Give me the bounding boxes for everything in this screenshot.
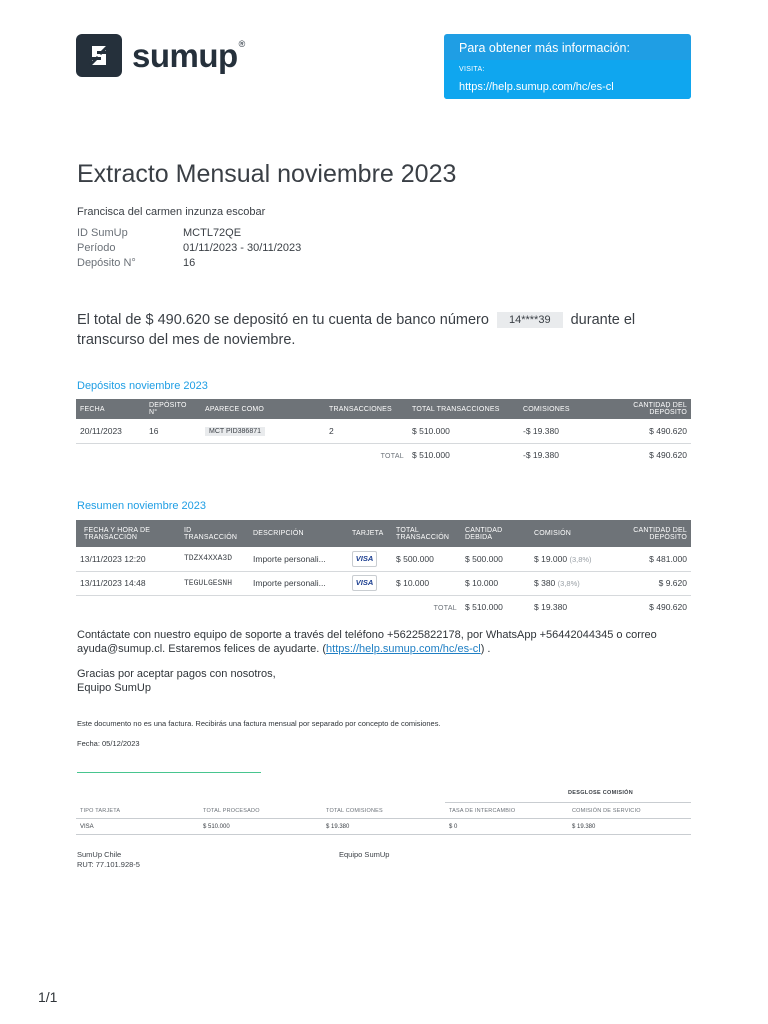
contact-text: Contáctate con nuestro equipo de soporte a través del teléfono +56225822178, por WhatsApp +56442044345 o correo ayuda@sumup.cl. Estaremos felices de ayudarte. ( xyxy=(77,629,657,655)
cell-comision xyxy=(530,547,610,571)
meta-row xyxy=(77,241,301,256)
col-header: TOTAL PROCESADO xyxy=(203,807,260,814)
meta-value: 16 xyxy=(183,257,196,269)
total-deposito: $ 490.620 xyxy=(649,602,687,613)
resumen-section-title: Resumen noviembre 2023 xyxy=(77,500,207,512)
table-row xyxy=(76,419,691,443)
company-name: SumUp Chile xyxy=(77,850,122,859)
brand-name: sumup xyxy=(132,37,238,74)
col-header: CANTIDAD DEBIDA xyxy=(461,520,530,547)
statement-title: Extracto Mensual noviembre 2023 xyxy=(77,160,457,188)
summary-text-post: durante el transcurso del mes de noviembre. xyxy=(77,312,636,348)
deposit-summary xyxy=(77,310,677,350)
breakdown-title: DESGLOSE COMISIÓN xyxy=(568,790,633,796)
meta-row xyxy=(77,256,301,271)
cell-fecha: 13/11/2023 12:20 xyxy=(76,547,180,571)
visa-card-icon: VISA xyxy=(352,551,377,567)
comision-pct: (3,8%) xyxy=(569,554,592,564)
meta-label: Período xyxy=(77,242,116,254)
table-row xyxy=(76,571,691,595)
total-comisiones: -$ 19.380 xyxy=(523,450,559,461)
col-header: TRANSACCIONES xyxy=(325,399,408,419)
total-transacciones: $ 510.000 xyxy=(412,450,450,461)
col-header: TOTAL TRANSACCIÓN xyxy=(392,520,461,547)
sumup-logo xyxy=(76,34,245,77)
commission-breakdown-table xyxy=(76,803,691,835)
thanks-line: Gracias por aceptar pagos con nosotros, xyxy=(77,668,276,680)
account-holder: Francisca del carmen inzunza escobar xyxy=(77,206,266,218)
cell-deposito: 16 xyxy=(145,419,201,443)
cell-descripcion: Importe personali... xyxy=(249,571,348,595)
cell-debida: $ 500.000 xyxy=(461,547,530,571)
meta-label: ID SumUp xyxy=(77,227,128,239)
cell-comisiones: -$ 19.380 xyxy=(519,419,599,443)
meta-label: Depósito N° xyxy=(77,257,136,269)
col-header: COMISIÓN DE SERVICIO xyxy=(572,807,641,814)
col-header: APARECE COMO xyxy=(201,399,325,419)
disclaimer: Este documento no es una factura. Recibirás una factura mensual por separado por concepto de comisiones. xyxy=(77,719,441,728)
table-header-row xyxy=(76,803,691,819)
contact-text-end: ) . xyxy=(480,643,491,655)
summary-text-pre: El total de $ 490.620 se depositó en tu cuenta de banco número xyxy=(77,312,489,328)
thanks-block xyxy=(77,667,276,695)
meta-value: MCTL72QE xyxy=(183,227,242,239)
cell-total: $ 510.000 xyxy=(408,419,519,443)
meta-value: 01/11/2023 - 30/11/2023 xyxy=(183,242,302,254)
total-comision: $ 19.380 xyxy=(534,602,568,613)
cell-comision xyxy=(530,571,610,595)
table-row xyxy=(76,819,691,835)
deposits-section-title: Depósitos noviembre 2023 xyxy=(77,380,208,392)
cell-procesado: $ 510.000 xyxy=(203,823,230,830)
cell-tipo: VISA xyxy=(80,823,94,830)
cell-transacciones: 2 xyxy=(325,419,408,443)
meta-row xyxy=(77,226,301,241)
total-label: TOTAL xyxy=(380,453,404,461)
comision-pct: (3,8%) xyxy=(557,579,580,588)
footer-team: Equipo SumUp xyxy=(339,850,390,859)
cell-cantidad: $ 490.620 xyxy=(599,419,691,443)
divider xyxy=(77,772,261,773)
cell-tasa: $ 0 xyxy=(449,823,458,830)
cell-deposito: $ 9.620 xyxy=(610,571,691,595)
descriptor-tag: MCT PID386871 xyxy=(205,427,265,436)
cell-descripcion: Importe personali... xyxy=(249,547,348,571)
company-info xyxy=(77,850,140,870)
total-debida: $ 510.000 xyxy=(465,602,503,613)
cell-deposito: $ 481.000 xyxy=(610,547,691,571)
registered-mark: ® xyxy=(238,38,246,49)
col-header: CANTIDAD DEL DEPÓSITO xyxy=(599,399,691,419)
help-info-box xyxy=(444,34,691,99)
document-date: Fecha: 05/12/2023 xyxy=(77,739,140,748)
cell-fecha: 13/11/2023 14:48 xyxy=(76,571,180,595)
cell-total: $ 10.000 xyxy=(392,571,461,595)
cell-aparece xyxy=(201,419,325,443)
col-header: TOTAL COMISIONES xyxy=(326,807,383,814)
cell-id: TEGULGESNH xyxy=(180,571,249,595)
col-header: DESCRIPCIÓN xyxy=(249,520,348,547)
visit-label: VISITA: xyxy=(459,66,485,73)
company-rut: RUT: 77.101.928-5 xyxy=(77,860,140,869)
sumup-logo-icon xyxy=(76,34,122,77)
cell-id: TDZX4XXA3D xyxy=(180,547,249,571)
account-number-badge: 14****39 xyxy=(497,312,563,328)
support-contact xyxy=(77,628,697,656)
col-header: TASA DE INTERCAMBIO xyxy=(449,807,516,814)
cell-tarjeta xyxy=(348,547,392,571)
cell-total: $ 500.000 xyxy=(392,547,461,571)
col-header: FECHA Y HORA DE TRANSACCIÓN xyxy=(76,520,180,547)
statement-meta xyxy=(77,226,301,271)
cell-comisiones: $ 19.380 xyxy=(326,823,350,830)
visa-card-icon: VISA xyxy=(352,575,377,591)
total-row xyxy=(76,595,691,619)
col-header: ID TRANSACCIÓN xyxy=(180,520,249,547)
total-label: TOTAL xyxy=(433,605,457,613)
col-header: CANTIDAD DEL DEPÓSITO xyxy=(610,520,691,547)
signature-line: Equipo SumUp xyxy=(77,682,151,694)
help-band xyxy=(444,60,691,99)
total-row xyxy=(76,443,691,467)
comision-amount: $ 380 xyxy=(534,578,556,588)
total-cantidad: $ 490.620 xyxy=(649,450,687,461)
help-url-link[interactable]: https://help.sumup.com/hc/es-cl xyxy=(459,81,614,93)
cell-tarjeta xyxy=(348,571,392,595)
col-header: FECHA xyxy=(76,399,145,419)
transactions-table xyxy=(76,520,691,619)
col-header: DEPÓSITO N° xyxy=(145,399,201,419)
col-header: COMISIÓN xyxy=(530,520,610,547)
page-number: 1/1 xyxy=(38,989,58,1005)
cell-servicio: $ 19.380 xyxy=(572,823,596,830)
table-header-row xyxy=(76,520,691,547)
table-header-row xyxy=(76,399,691,419)
col-header: TIPO TARJETA xyxy=(80,807,121,814)
deposits-table xyxy=(76,399,691,467)
cell-debida: $ 10.000 xyxy=(461,571,530,595)
col-header: TOTAL TRANSACCIONES xyxy=(408,399,519,419)
help-link[interactable]: https://help.sumup.com/hc/es-cl xyxy=(326,643,481,655)
comision-amount: $ 19.000 xyxy=(534,553,568,564)
help-title: Para obtener más información: xyxy=(459,41,630,55)
col-header: COMISIONES xyxy=(519,399,599,419)
cell-fecha: 20/11/2023 xyxy=(76,419,145,443)
col-header: TARJETA xyxy=(348,520,392,547)
table-row xyxy=(76,547,691,571)
